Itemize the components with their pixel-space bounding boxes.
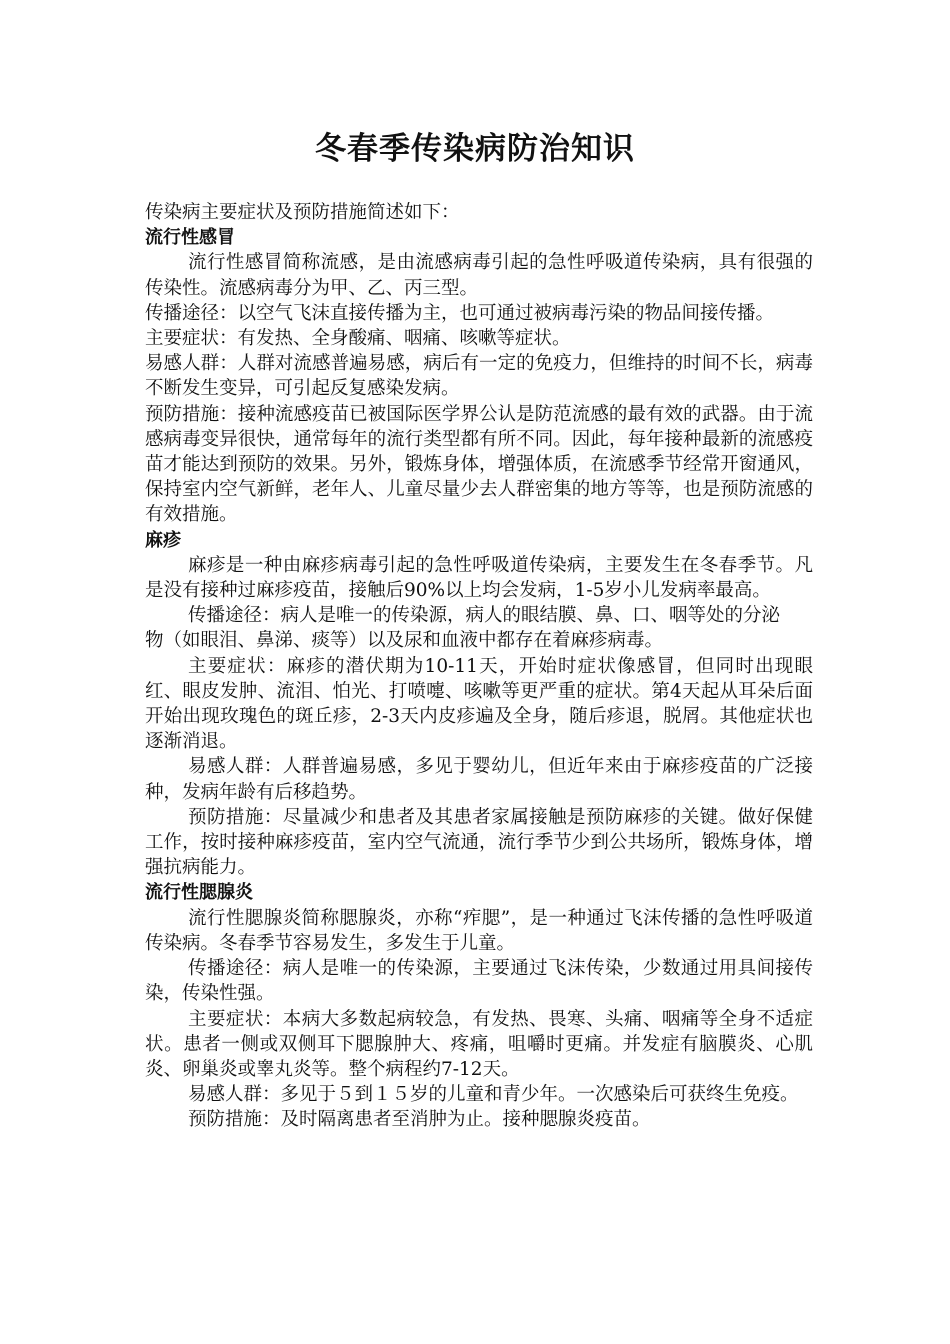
influenza-paragraph: 主要症状：有发热、全身酸痛、咽痛、咳嗽等症状。 <box>145 328 571 350</box>
measles-paragraph: 易感人群：人群普遍易感，多见于婴幼儿，但近年来由于麻疹疫苗的广泛接种，发病年龄有后移趋势。 <box>145 756 813 803</box>
influenza-paragraph: 传播途径：以空气飞沫直接传播为主，也可通过被病毒污染的物品间接传播。 <box>145 302 775 324</box>
influenza-paragraph: 易感人群：人群对流感普遍易感，病后有一定的免疫力，但维持的时间不长，病毒不断发生变异，可引起反复感染发病。 <box>145 353 813 400</box>
measles-paragraph: 主要症状：麻疹的潜伏期为10-11天，开始时症状像感冒，但同时出现眼红、眼皮发肿、流泪、怕光、打喷嚏、咳嗽等更严重的症状。第4天起从耳朵后面开始出现玫瑰色的斑丘疹，2-3天内皮疹遍及全身，随后疹退，脱屑。其他症状也逐渐消退。 <box>145 655 813 753</box>
document-body <box>145 200 813 1133</box>
section-heading-influenza: 流行性感冒 <box>145 227 235 249</box>
mumps-paragraph: 易感人群：多见于５到１５岁的儿童和青少年。一次感染后可获终生免疫。 <box>188 1084 799 1106</box>
influenza-paragraph: 流行性感冒简称流感，是由流感病毒引起的急性呼吸道传染病，具有很强的传染性。流感病毒分为甲、乙、丙三型。 <box>145 252 813 299</box>
mumps-paragraph: 流行性腮腺炎简称腮腺炎，亦称“痄腮”，是一种通过飞沫传播的急性呼吸道传染病。冬春季节容易发生，多发生于儿童。 <box>145 907 813 954</box>
section-heading-measles: 麻疹 <box>145 529 181 551</box>
mumps-paragraph: 预防措施：及时隔离患者至消肿为止。接种腮腺炎疫苗。 <box>188 1109 651 1131</box>
measles-paragraph: 物（如眼泪、鼻涕、痰等）以及尿和血液中都存在着麻疹病毒。 <box>145 630 664 652</box>
mumps-paragraph: 传播途径：病人是唯一的传染源，主要通过飞沫传染，少数通过用具间接传染，传染性强。 <box>145 958 813 1005</box>
intro-paragraph: 传染病主要症状及预防措施简述如下： <box>145 202 460 223</box>
measles-paragraph: 传播途径：病人是唯一的传染源，病人的眼结膜、鼻、口、咽等处的分泌 <box>188 605 781 627</box>
document-title: 冬春季传染病防治知识 <box>315 131 635 167</box>
section-heading-mumps: 流行性腮腺炎 <box>145 882 253 904</box>
influenza-paragraph: 预防措施：接种流感疫苗已被国际医学界公认是防范流感的最有效的武器。由于流感病毒变异很快，通常每年的流行类型都有所不同。因此，每年接种最新的流感疫苗才能达到预防的效果。另外，锻炼身体，增强体质，在流感季节经常开窗通风，保持室内空气新鲜，老年人、儿童尽量少去人群密集的地方等等，也是预防流感的有效措施。 <box>145 403 813 526</box>
measles-paragraph: 麻疹是一种由麻疹病毒引起的急性呼吸道传染病，主要发生在冬春季节。凡是没有接种过麻疹疫苗，接触后90%以上均会发病，1-5岁小儿发病率最高。 <box>145 554 813 602</box>
measles-paragraph: 预防措施：尽量减少和患者及其患者家属接触是预防麻疹的关键。做好保健工作，按时接种麻疹疫苗，室内空气流通，流行季节少到公共场所，锻炼身体，增强抗病能力。 <box>145 806 813 879</box>
mumps-paragraph: 主要症状：本病大多数起病较急，有发热、畏寒、头痛、咽痛等全身不适症状。患者一侧或双侧耳下腮腺肿大、疼痛，咀嚼时更痛。并发症有脑膜炎、心肌炎、卵巢炎或睾丸炎等。整个病程约7-12天。 <box>145 1008 813 1080</box>
